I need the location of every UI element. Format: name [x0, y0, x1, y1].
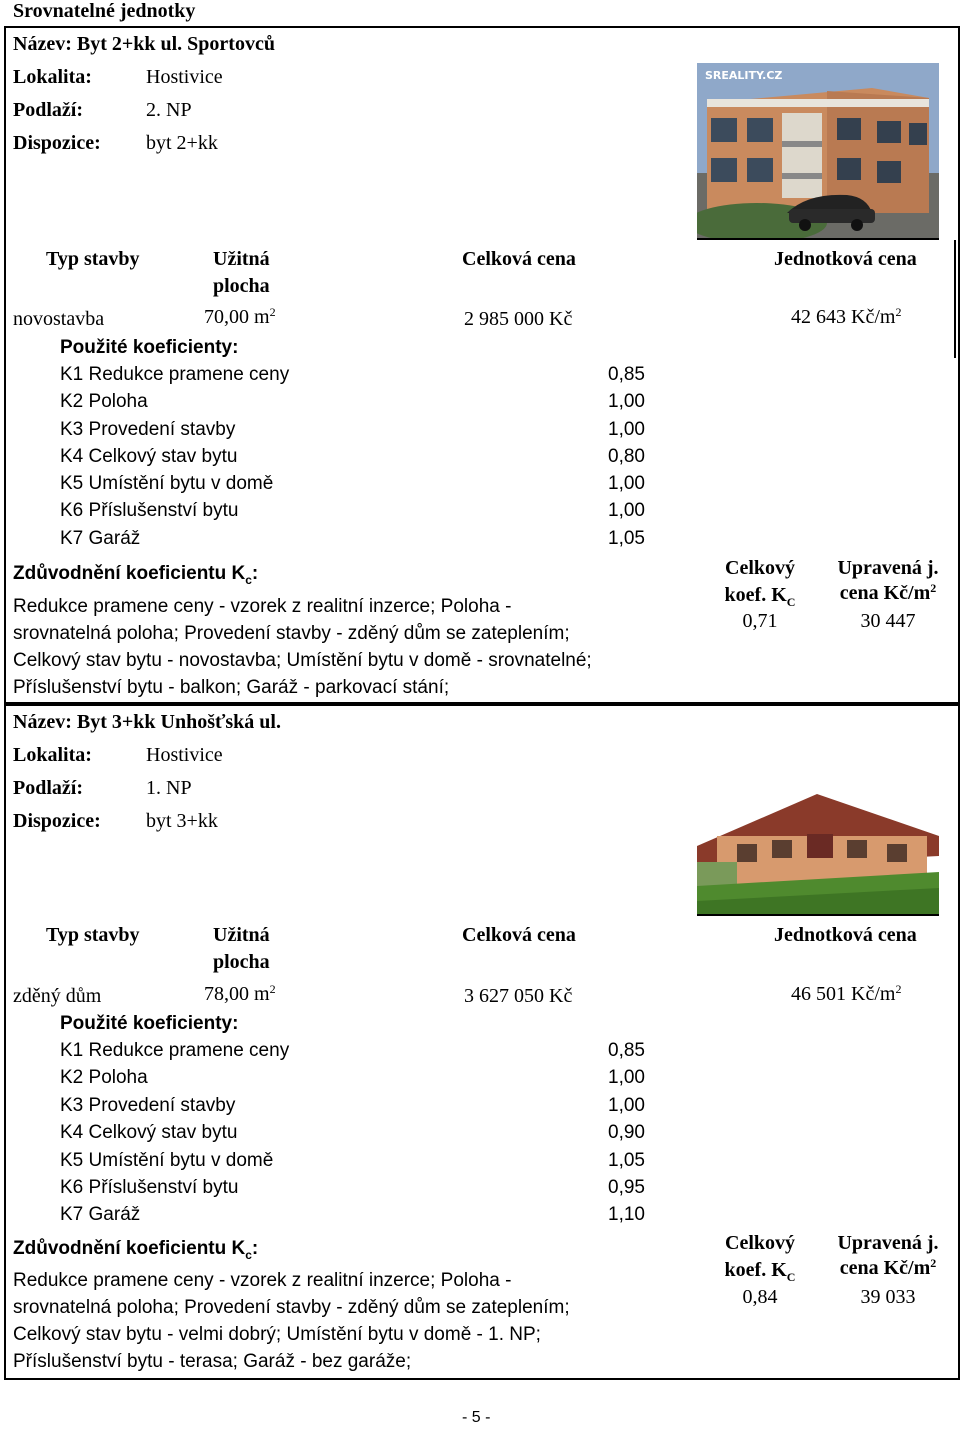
unit-2-floor-label: Podlaží:	[13, 777, 83, 799]
unit-2-coef-value: 0,90	[608, 1122, 645, 1143]
unit-2-coef-value: 1,00	[608, 1067, 645, 1088]
unit-1-coef-label: K6 Příslušenství bytu	[60, 500, 239, 521]
unit-2-area-header-1: Užitná	[213, 924, 270, 946]
unit-2-floor: 1. NP	[146, 777, 192, 799]
unit-1-coef-label: K3 Provedení stavby	[60, 419, 236, 440]
unit-1-floor-label: Podlaží:	[13, 99, 83, 121]
unit-2-total-header-1: Celkový	[725, 1232, 795, 1254]
right-edge-mark	[954, 240, 956, 358]
unit-2-layout: byt 3+kk	[146, 810, 218, 832]
unit-1-justification-line: srovnatelná poloha; Provedení stavby - zděný dům se zateplením;	[13, 623, 570, 644]
unit-2-type: zděný dům	[13, 985, 102, 1007]
unit-1-area-header-1: Užitná	[213, 248, 270, 270]
unit-1-unit-price: 42 643 $Kč/m^2$	[791, 305, 902, 328]
unit-1-coef-label: K7 Garáž	[60, 528, 141, 549]
unit-2-coef-label: K4 Celkový stav bytu	[60, 1122, 238, 1143]
unit-1-layout: byt 2+kk	[146, 132, 218, 154]
photo-divider	[697, 238, 939, 240]
page-number: - 5 -	[462, 1409, 491, 1426]
unit-2-coef-value: 1,00	[608, 1095, 645, 1116]
unit-1-coef-value: 0,85	[608, 364, 645, 385]
section-heading: Srovnatelné jednotky	[13, 0, 196, 22]
unit-1-photo	[697, 63, 939, 239]
unit-2-adjusted-price: 39 033	[860, 1286, 916, 1308]
unit-2-coef-title: Použité koeficienty:	[60, 1013, 239, 1034]
unit-2-name: Název: Byt 3+kk Unhošťská ul.	[13, 711, 281, 733]
unit-1-locality-label: Lokalita:	[13, 66, 92, 88]
unit-2-price: 3 627 050 Kč	[464, 985, 573, 1007]
unit-2-layout-label: Dispozice:	[13, 810, 101, 832]
unit-2-total-coef: 0,84	[742, 1286, 778, 1308]
unit-1-coef-label: K5 Umístění bytu v domě	[60, 473, 274, 494]
unit-1-area-header-2: plocha	[213, 275, 270, 297]
unit-2-coef-label: K3 Provedení stavby	[60, 1095, 236, 1116]
unit-1-coef-value: 1,00	[608, 391, 645, 412]
unit-1-adjusted-price: 30 447	[860, 610, 916, 632]
unit-1-coef-label: K2 Poloha	[60, 391, 148, 412]
unit-2-adj-header-1: Upravená j.	[837, 1232, 939, 1254]
unit-1-justification-line: Redukce pramene ceny - vzorek z realitní inzerce; Poloha -	[13, 596, 512, 617]
unit-1-name: Název: Byt 2+kk ul. Sportovců	[13, 33, 275, 55]
unit-2-unit-price-header: Jednotková cena	[774, 924, 917, 946]
unit-2-adj-header-2: cena $Kč/m^2$	[839, 1256, 937, 1279]
unit-2-justification-line: Celkový stav bytu - velmi dobrý; Umístění bytu v domě - 1. NP;	[13, 1324, 541, 1345]
unit-1-floor: 2. NP	[146, 99, 192, 121]
unit-1-locality: Hostivice	[146, 66, 223, 88]
unit-2-coef-label: K7 Garáž	[60, 1204, 141, 1225]
unit-2-justification-line: Příslušenství bytu - terasa; Garáž - bez garáže;	[13, 1351, 412, 1372]
unit-1-coef-label: K1 Redukce pramene ceny	[60, 364, 290, 385]
unit-1-coef-label: K4 Celkový stav bytu	[60, 446, 238, 467]
unit-1-coef-title: Použité koeficienty:	[60, 337, 239, 358]
unit-1-total-header-1: Celkový	[725, 557, 795, 579]
unit-1-justification-line: Celkový stav bytu - novostavba; Umístění bytu v domě - srovnatelné;	[13, 650, 592, 671]
unit-2-coef-value: 0,85	[608, 1040, 645, 1061]
unit-1-total-header-2: koef. $K_C$	[724, 584, 796, 609]
unit-2-locality: Hostivice	[146, 744, 223, 766]
unit-2-photo	[697, 776, 939, 916]
unit-1-unit-price-header: Jednotková cena	[774, 248, 917, 270]
unit-2-justification-line: srovnatelná poloha; Provedení stavby - zděný dům se zateplením;	[13, 1297, 570, 1318]
unit-1-adj-header-2: cena $Kč/m^2$	[839, 581, 937, 604]
unit-1-coef-value: 1,00	[608, 473, 645, 494]
unit-1-photo-watermark: SREALITY.CZ	[705, 69, 783, 82]
unit-1-adj-header-1: Upravená j.	[837, 557, 939, 579]
unit-2-price-header: Celková cena	[462, 924, 576, 946]
unit-1-type-header: Typ stavby	[46, 248, 140, 270]
unit-1-price-header: Celková cena	[462, 248, 576, 270]
unit-2-unit-price: 46 501 $Kč/m^2$	[791, 982, 902, 1005]
unit-2-justification-title: Zdůvodnění koeficientu $K_c$:	[13, 1238, 259, 1262]
unit-2-coef-label: K2 Poloha	[60, 1067, 148, 1088]
unit-2-coef-value: 1,05	[608, 1150, 645, 1171]
unit-2-coef-value: 0,95	[608, 1177, 645, 1198]
unit-1-coef-value: 1,00	[608, 419, 645, 440]
unit-2-coef-label: K5 Umístění bytu v domě	[60, 1150, 274, 1171]
unit-1-coef-value: 0,80	[608, 446, 645, 467]
unit-2-justification-line: Redukce pramene ceny - vzorek z realitní inzerce; Poloha -	[13, 1270, 512, 1291]
unit-1-justification-line: Příslušenství bytu - balkon; Garáž - parkovací stání;	[13, 677, 450, 698]
unit-1-price: 2 985 000 Kč	[464, 308, 573, 330]
unit-1-area: 70,00 $m^2$	[204, 305, 276, 328]
unit-1-coef-value: 1,00	[608, 500, 645, 521]
photo-divider	[697, 914, 939, 916]
unit-1-type: novostavba	[13, 308, 105, 330]
unit-1-total-coef: 0,71	[742, 610, 778, 632]
unit-2-type-header: Typ stavby	[46, 924, 140, 946]
unit-1-justification-title: Zdůvodnění koeficientu $K_c$:	[13, 563, 259, 587]
unit-2-coef-value: 1,10	[608, 1204, 645, 1225]
unit-2-total-header-2: koef. $K_C$	[724, 1259, 796, 1284]
unit-2-area-header-2: plocha	[213, 951, 270, 973]
unit-2-locality-label: Lokalita:	[13, 744, 92, 766]
unit-2-coef-label: K6 Příslušenství bytu	[60, 1177, 239, 1198]
unit-1-layout-label: Dispozice:	[13, 132, 101, 154]
unit-2-area: 78,00 $m^2$	[204, 982, 276, 1005]
unit-2-coef-label: K1 Redukce pramene ceny	[60, 1040, 290, 1061]
unit-1-coef-value: 1,05	[608, 528, 645, 549]
